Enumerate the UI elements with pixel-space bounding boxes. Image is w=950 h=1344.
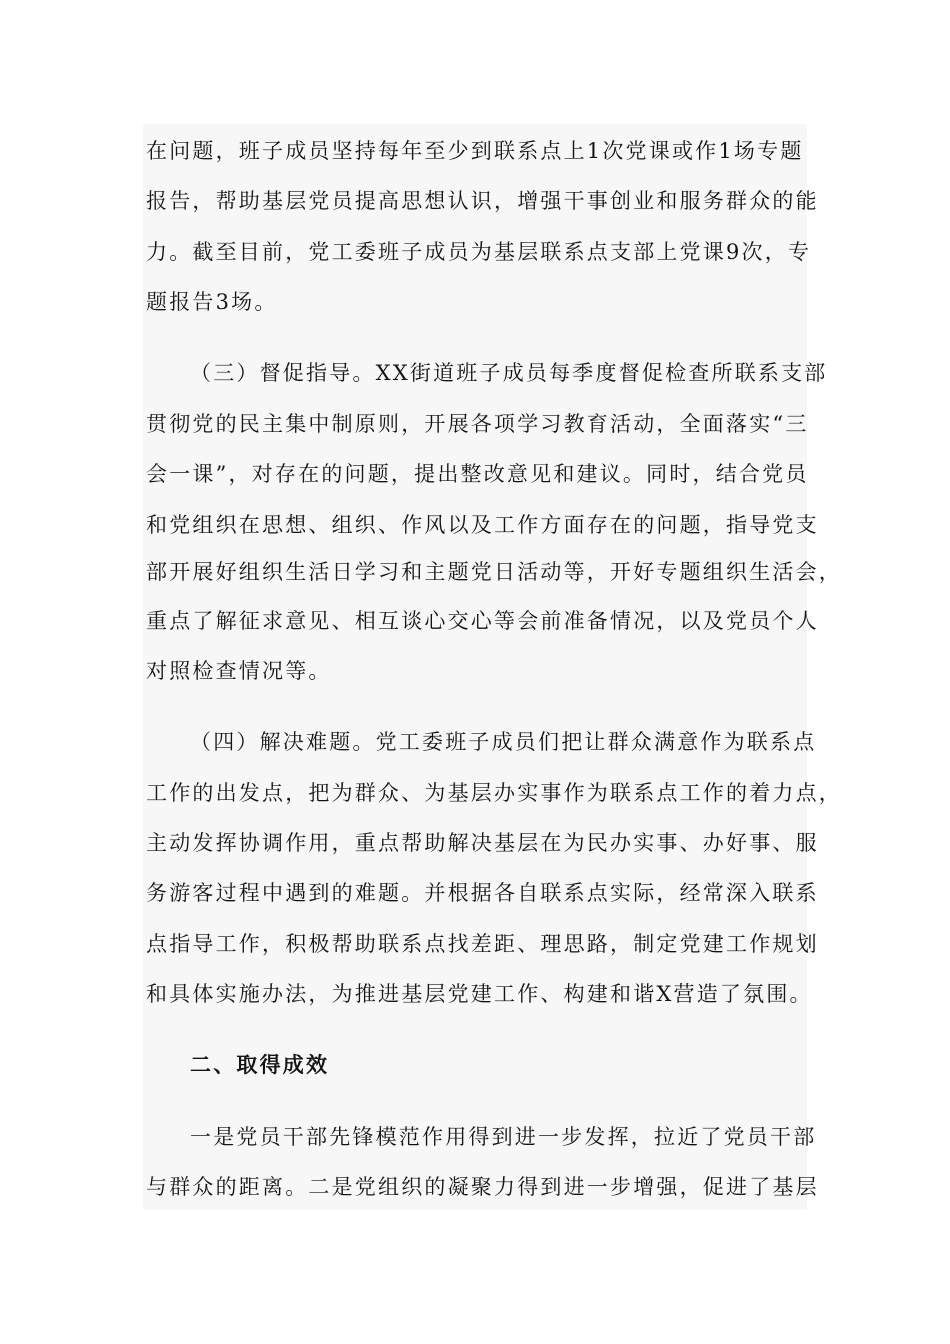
text-line: 对照检查情况等。 [146,659,332,683]
text-line: 力。截至目前，党工委班子成员为基层联系点支部上党课9次，专 [146,240,812,264]
text-line: 在问题，班子成员坚持每年至少到联系点上1次党课或作1场专题 [146,139,804,163]
text-line: 点指导工作，积极帮助联系点找差距、理思路，制定党建工作规划 [146,932,819,956]
text-line: 与群众的距离。二是党组织的凝聚力得到进一步增强，促进了基层 [146,1175,819,1199]
section-heading: 二、取得成效 [190,1052,330,1077]
text-line: 一是党员干部先锋模范作用得到进一步发挥，拉近了党员干部 [190,1125,817,1149]
text-line: 和具体实施办法，为推进基层党建工作、构建和谐X营造了氛围。 [146,982,813,1006]
text-line: 重点了解征求意见、相互谈心交心等会前准备情况，以及党员个人 [146,609,819,633]
text-line: 务游客过程中遇到的难题。并根据各自联系点实际，经常深入联系 [146,881,819,905]
text-line: 主动发挥协调作用，重点帮助解决基层在为民办实事、办好事、服 [146,831,819,855]
text-line: 和党组织在思想、组织、作风以及工作方面存在的问题，指导党支 [146,513,819,537]
text-line: （三）督促指导。XX街道班子成员每季度督促检查所联系支部 [190,361,828,385]
text-line: （四）解决难题。党工委班子成员们把让群众满意作为联系点 [190,730,817,754]
text-line: 报告，帮助基层党员提高思想认识，增强干事创业和服务群众的能 [146,189,819,213]
text-line: 部开展好组织生活日学习和主题党日活动等，开好专题组织生活会， [146,560,842,584]
text-line: 贯彻党的民主集中制原则，开展各项学习教育活动，全面落实“三 [146,412,809,436]
text-line: 工作的出发点，把为群众、为基层办实事作为联系点工作的着力点， [146,781,842,805]
text-line: 题报告3场。 [146,290,278,314]
text-line: 会一课”，对存在的问题，提出整改意见和建议。同时，结合党员 [146,462,809,486]
